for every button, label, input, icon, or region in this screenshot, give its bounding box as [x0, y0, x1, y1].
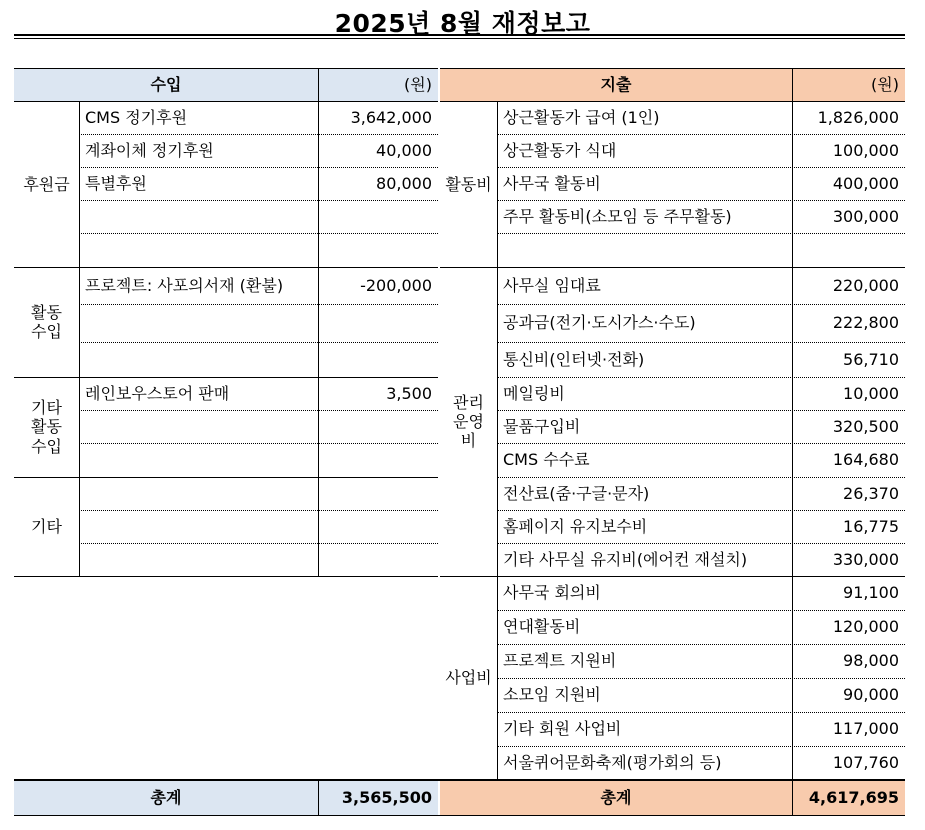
income-total-label [14, 780, 318, 815]
expense-top-line [440, 68, 905, 69]
expense-row-line [497, 410, 905, 411]
expense-item-amount [792, 410, 905, 443]
income-total-value [318, 780, 438, 815]
income-row-line [79, 304, 438, 305]
expense-item-amount-text: 26,370 [843, 483, 899, 503]
expense-item-label [497, 167, 792, 200]
expense-row-line [497, 712, 905, 713]
expense-item-amount-text: 56,710 [843, 349, 899, 369]
income-item-label [79, 377, 318, 410]
expense-item-label [497, 510, 792, 543]
income-row-line [79, 443, 438, 444]
expense-row-line [497, 477, 905, 478]
expense-item-label-text: 사무실 임대료 [503, 275, 601, 295]
expense-item-amount-text: 100,000 [832, 140, 899, 160]
expense-item-label [497, 410, 792, 443]
expense-item-amount-text: 320,500 [832, 416, 899, 436]
expense-row-line [497, 377, 905, 378]
expense-item-label-text: 홈페이지 유지보수비 [503, 516, 648, 536]
expense-group-project [440, 576, 497, 780]
expense-col-line [792, 68, 793, 780]
expense-item-label [497, 746, 792, 780]
expense-row-line [497, 644, 905, 645]
expense-row-line [497, 167, 905, 168]
income-group-other [14, 477, 79, 576]
expense-col-line [497, 102, 498, 780]
expense-item-label-text: 연대활동비 [503, 617, 581, 637]
expense-row-line [497, 510, 905, 511]
income-total-value-text: 3,565,500 [341, 787, 432, 807]
expense-item-label [497, 200, 792, 233]
expense-item-amount [792, 200, 905, 233]
expense-item-label [497, 543, 792, 576]
income-row-line [79, 134, 438, 135]
income-top-line [14, 68, 438, 69]
expense-row-line [497, 134, 905, 135]
income-item-amount-text: -200,000 [360, 275, 432, 295]
expense-item-amount [792, 377, 905, 410]
expense-item-amount-text: 1,826,000 [817, 108, 899, 128]
expense-group-line [440, 267, 905, 268]
income-item-amount [318, 267, 438, 304]
expense-unit [792, 68, 905, 102]
expense-row-line [497, 304, 905, 305]
expense-item-amount [792, 510, 905, 543]
income-unit-text: (원) [404, 75, 432, 95]
income-group-activity-text: 활동 수입 [31, 302, 62, 341]
expense-item-label [497, 443, 792, 477]
income-row-line [79, 342, 438, 343]
income-row-line [79, 233, 438, 234]
expense-item-label-text: 기타 회원 사업비 [503, 719, 622, 739]
expense-item-label-text: 기타 사무실 유지비(에어컨 재설치) [503, 549, 748, 569]
expense-item-label-text: 서울퀴어문화축제(평가회의 등) [503, 753, 722, 773]
income-group-activity [14, 267, 79, 377]
expense-item-label [497, 377, 792, 410]
income-header [14, 68, 318, 102]
income-bottom-line [14, 576, 438, 577]
income-item-label-text: 레인보우스토어 판매 [85, 383, 230, 403]
total-top-line [14, 779, 905, 781]
income-row-line [79, 510, 438, 511]
income-group-other-activity-text: 기타 활동 수입 [31, 398, 62, 456]
income-item-amount [318, 377, 438, 410]
expense-item-label-text: 사무국 회의비 [503, 583, 601, 603]
expense-item-amount [792, 304, 905, 342]
expense-row-line [497, 543, 905, 544]
expense-item-label-text: 통신비(인터넷·전화) [503, 349, 645, 369]
expense-item-label-text: 상근활동가 식대 [503, 140, 617, 160]
expense-item-label [497, 712, 792, 746]
expense-item-amount [792, 342, 905, 377]
expense-item-amount-text: 222,800 [832, 313, 899, 333]
income-header-line [14, 101, 438, 102]
income-row-line [79, 410, 438, 411]
total-bottom-line [14, 815, 905, 816]
expense-item-label-text: 사무국 활동비 [503, 173, 601, 193]
expense-item-amount-text: 164,680 [832, 450, 899, 470]
expense-item-label [497, 477, 792, 510]
income-group-line [14, 267, 438, 268]
expense-item-label-text: 공과금(전기·도시가스·수도) [503, 313, 696, 333]
expense-item-amount [792, 267, 905, 304]
expense-item-label [497, 576, 792, 610]
expense-item-label [497, 678, 792, 712]
expense-unit-text: (원) [871, 75, 899, 95]
page-title: 2025년 8월 재정보고 [334, 9, 591, 38]
expense-item-amount-text: 400,000 [832, 173, 899, 193]
title-rule-thin [14, 38, 905, 39]
income-item-amount [318, 102, 438, 134]
expense-row-line [497, 610, 905, 611]
expense-header-line [440, 101, 905, 102]
expense-group-line [440, 576, 905, 577]
expense-item-amount-text: 330,000 [832, 549, 899, 569]
expense-row-line [497, 746, 905, 747]
expense-item-amount [792, 477, 905, 510]
income-row-line [79, 167, 438, 168]
income-item-amount-text: 3,642,000 [350, 108, 432, 128]
expense-row-line [497, 443, 905, 444]
income-total-label-text: 총계 [150, 787, 182, 807]
expense-total-label [440, 780, 792, 815]
income-unit [318, 68, 438, 102]
expense-item-amount-text: 91,100 [843, 583, 899, 603]
expense-item-amount [792, 543, 905, 576]
expense-item-amount-text: 98,000 [843, 651, 899, 671]
expense-item-amount-text: 90,000 [843, 685, 899, 705]
expense-row-line [497, 200, 905, 201]
income-col-line [79, 102, 80, 576]
expense-item-amount [792, 134, 905, 167]
expense-item-label [497, 102, 792, 134]
expense-header-text: 지출 [600, 75, 632, 95]
expense-item-amount-text: 16,775 [843, 516, 899, 536]
income-total-divider [318, 780, 319, 815]
expense-item-amount [792, 610, 905, 644]
expense-item-amount-text: 120,000 [832, 617, 899, 637]
expense-item-amount-text: 117,000 [832, 719, 899, 739]
expense-item-label-text: CMS 수수료 [503, 450, 590, 470]
income-item-amount [318, 167, 438, 200]
expense-item-amount [792, 167, 905, 200]
expense-item-amount-text: 220,000 [832, 275, 899, 295]
expense-row-line [497, 342, 905, 343]
income-header-text: 수입 [150, 75, 182, 95]
expense-item-amount [792, 746, 905, 780]
income-item-label-text: 계좌이체 정기후원 [85, 140, 214, 160]
expense-item-label [497, 304, 792, 342]
income-item-amount-text: 3,500 [386, 383, 432, 403]
income-group-donation [14, 102, 79, 267]
expense-item-amount [792, 678, 905, 712]
expense-item-label-text: 프로젝트 지원비 [503, 651, 617, 671]
income-item-label [79, 167, 318, 200]
expense-total-value-text: 4,617,695 [808, 787, 899, 807]
expense-item-label-text: 메일링비 [503, 383, 565, 403]
income-item-label [79, 134, 318, 167]
income-row-line [79, 543, 438, 544]
income-item-amount-text: 80,000 [376, 173, 432, 193]
income-item-amount [318, 134, 438, 167]
income-item-label [79, 267, 318, 304]
expense-item-label [497, 267, 792, 304]
expense-item-label-text: 물품구입비 [503, 416, 581, 436]
expense-group-activity [440, 102, 497, 267]
income-row-line [79, 200, 438, 201]
expense-group-activity-text: 활동비 [445, 174, 492, 194]
expense-total-label-text: 총계 [600, 787, 632, 807]
expense-item-label-text: 소모임 지원비 [503, 685, 601, 705]
income-group-line [14, 377, 438, 378]
income-item-label [79, 102, 318, 134]
expense-total-divider [792, 780, 793, 815]
expense-item-amount-text: 10,000 [843, 383, 899, 403]
expense-item-label [497, 644, 792, 678]
income-item-label-text: 프로젝트: 사포의서재 (환불) [85, 275, 284, 295]
expense-item-amount [792, 102, 905, 134]
expense-item-label-text: 주무 활동비(소모임 등 주무활동) [503, 206, 732, 226]
income-group-other-activity [14, 377, 79, 477]
income-item-label-text: CMS 정기후원 [85, 108, 188, 128]
expense-item-label [497, 610, 792, 644]
income-item-label-text: 특별후원 [85, 173, 147, 193]
expense-header [440, 68, 792, 102]
expense-group-admin [440, 267, 497, 576]
expense-row-line [497, 233, 905, 234]
expense-item-label [497, 134, 792, 167]
expense-item-label [497, 342, 792, 377]
expense-group-admin-text: 관리 운영 비 [453, 392, 484, 451]
expense-item-amount [792, 443, 905, 477]
expense-total-value [792, 780, 905, 815]
title-rule [14, 34, 905, 36]
expense-item-amount-text: 300,000 [832, 206, 899, 226]
expense-item-label-text: 상근활동가 급여 (1인) [503, 108, 660, 128]
expense-group-project-text: 사업비 [445, 668, 492, 688]
expense-item-amount [792, 576, 905, 610]
income-col-line [318, 68, 319, 576]
expense-item-amount [792, 644, 905, 678]
income-group-donation-text: 후원금 [23, 174, 70, 194]
expense-item-label-text: 전산료(줌·구글·문자) [503, 483, 650, 503]
expense-item-amount [792, 712, 905, 746]
expense-row-line [497, 678, 905, 679]
income-item-amount-text: 40,000 [376, 140, 432, 160]
income-group-other-text: 기타 [31, 516, 62, 536]
expense-item-amount-text: 107,760 [832, 753, 899, 773]
income-group-line [14, 477, 438, 478]
